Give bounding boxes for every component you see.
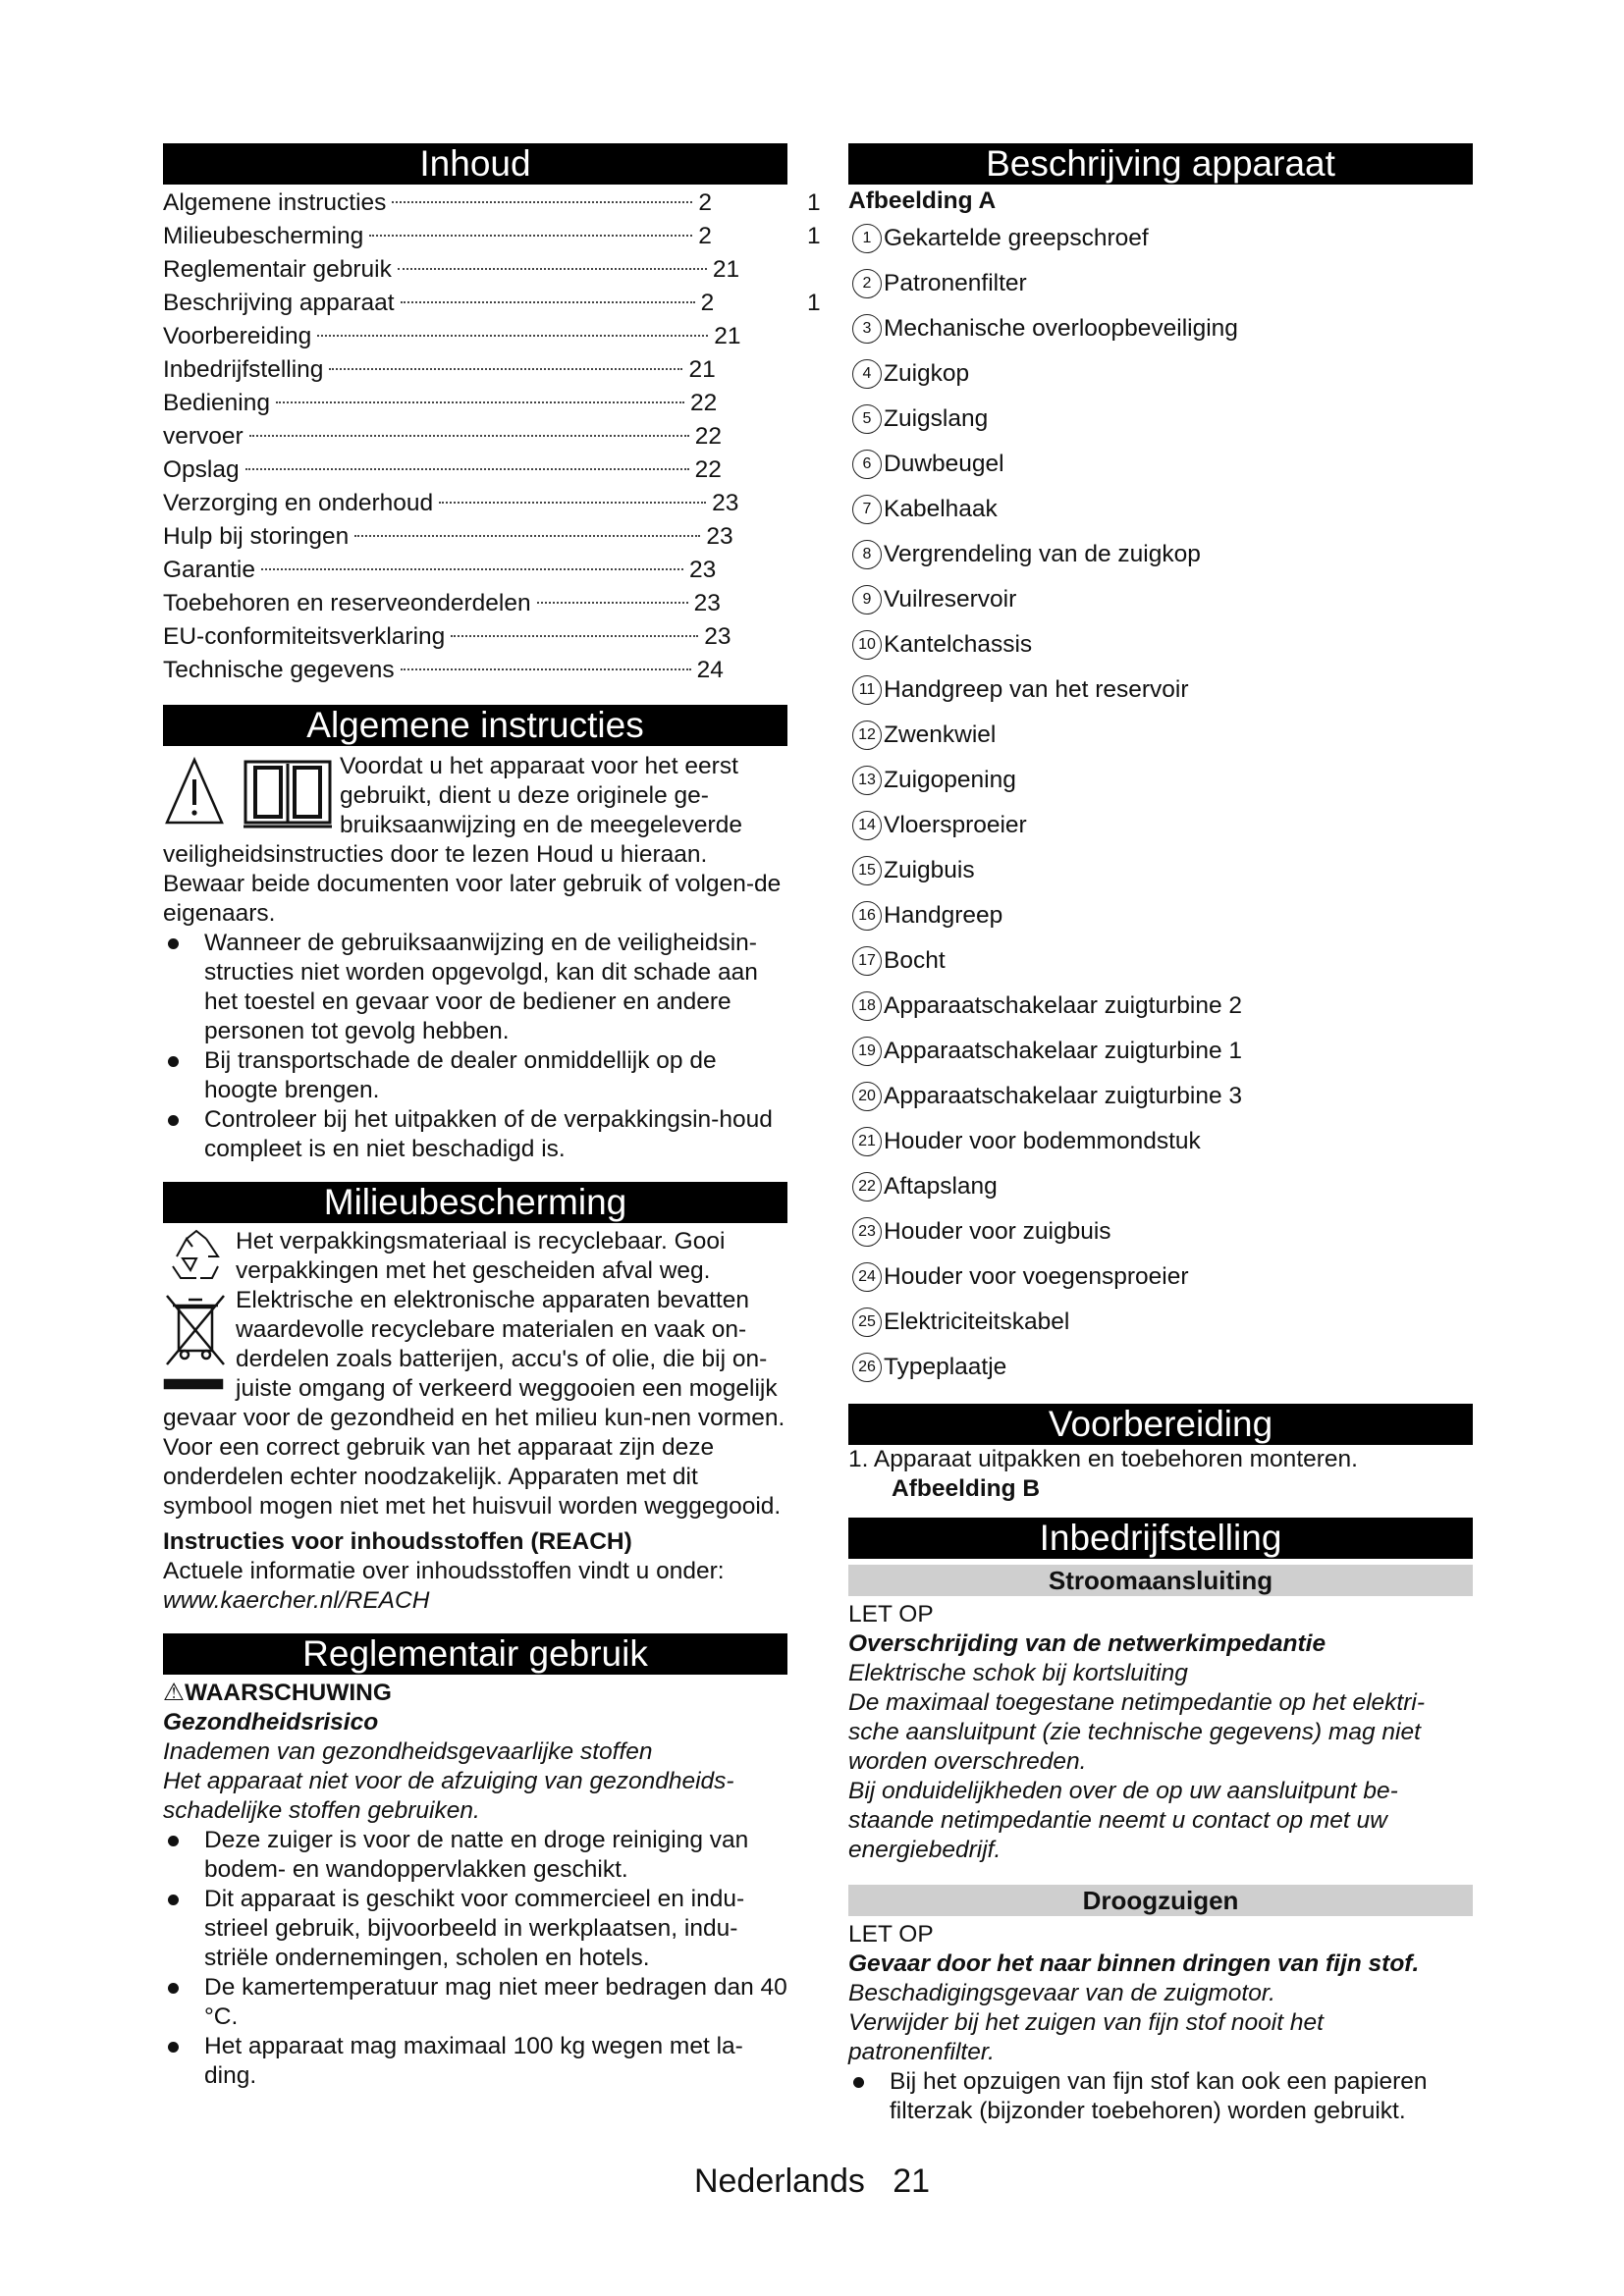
part-label: Bocht [884,947,946,974]
bullet-dot [163,2032,204,2091]
part-label: Houder voor zuigbuis [884,1218,1111,1245]
part-label: Patronenfilter [884,270,1027,296]
part-number-circle: 12 [852,721,882,750]
part-number-circle: 14 [852,811,882,840]
toc-entry-page: 23 [712,490,739,516]
toc-entry-text: Beschrijving apparaat [163,290,395,316]
toc-title: Inhoud [163,143,787,185]
warning-label: ⚠WAARSCHUWING [163,1680,392,1706]
part-label: Zuigopening [884,767,1016,793]
part-label: Zuigbuis [884,857,975,883]
note-label: LET OP [848,1921,934,1948]
toc-entry[interactable] [163,287,821,320]
part-item [848,893,1473,938]
power-hazard-title: Overschrijding van de netwerkimpedantie [848,1630,1326,1657]
part-label: Vuilreservoir [884,586,1017,613]
part-number-circle: 24 [852,1262,882,1292]
bullet-dot [163,1826,204,1885]
part-item [848,442,1473,487]
part-number-circle: 20 [852,1082,882,1111]
note-label: LET OP [848,1601,934,1628]
toc-entry[interactable] [163,420,787,454]
part-item [848,1209,1473,1255]
toc-entry-text: Milieubescherming [163,223,364,249]
footer-page-number: 21 [893,2163,931,2200]
toc-entry[interactable] [163,387,787,420]
toc-leader-dots [401,301,695,303]
part-number-circle: 22 [852,1172,882,1201]
part-number-circle: 7 [852,495,882,524]
usage-title: Reglementair gebruik [163,1633,787,1675]
environment-title: Milieubescherming [163,1182,787,1223]
part-item [848,938,1473,984]
power-text-1: De maximaal toegestane netimpedantie op het elektri-sche aansluitpunt (zie technische gegevens) mag niet worden overschreden. [848,1689,1425,1775]
bullet-dot [163,1046,204,1105]
part-item [848,1029,1473,1074]
reach-link[interactable]: www.kaercher.nl/REACH [163,1587,430,1614]
right-column [848,143,1473,2126]
toc-entry-page: 23 [706,523,733,550]
toc-entry-text: Inbedrijfstelling [163,356,324,383]
part-item [848,758,1473,803]
part-item [848,622,1473,667]
part-item [848,261,1473,306]
toc-entry[interactable] [163,620,787,654]
toc-entry-page: 2 [698,189,713,216]
part-item [848,1074,1473,1119]
dry-subtitle: Droogzuigen [848,1885,1473,1916]
toc-leader-dots [276,401,684,403]
general-intro-rest: veiligheidsinstructies door te lezen Houd u hieraan. Bewaar beide documenten voor later gebruik of volgen-de eigenaars. [163,841,782,927]
part-item [848,984,1473,1029]
part-item [848,848,1473,893]
part-item [848,1255,1473,1300]
part-item [848,487,1473,532]
part-item [848,1300,1473,1345]
part-label: Kabelhaak [884,496,998,522]
part-label: Elektriciteitskabel [884,1308,1070,1335]
page-footer [0,2162,1624,2201]
toc-list [163,187,821,687]
part-label: Zwenkwiel [884,721,997,748]
toc-entry-text: Verzorging en onderhoud [163,490,434,516]
toc-leader-dots [369,235,692,237]
part-label: Houder voor bodemmondstuk [884,1128,1201,1154]
toc-entry[interactable] [163,654,787,687]
toc-leader-dots [329,368,682,370]
part-number-circle: 8 [852,540,882,569]
part-number-circle: 15 [852,856,882,885]
hazard-title: Gezondheidsrisico [163,1709,379,1735]
toc-leader-dots [317,335,708,337]
part-item [848,803,1473,848]
part-label: Apparaatschakelaar zuigturbine 1 [884,1038,1243,1064]
part-item [848,667,1473,713]
part-label: Handgreep [884,902,1003,929]
part-item [848,351,1473,397]
part-label: Mechanische overloopbeveiliging [884,315,1238,342]
part-label: Vergrendeling van de zuigkop [884,541,1201,567]
power-text-2: Bij onduidelijkheden over de op uw aansluitpunt be-staande netimpedantie neemt u contact op met uw energiebedrijf. [848,1778,1398,1863]
toc-entry-text: Algemene instructies [163,189,387,216]
toc-entry-text: Reglementair gebruik [163,256,392,283]
toc-entry[interactable] [163,520,787,554]
part-label: Duwbeugel [884,451,1004,477]
part-item [848,1164,1473,1209]
part-item [848,532,1473,577]
part-number-circle: 5 [852,404,882,434]
part-label: Apparaatschakelaar zuigturbine 2 [884,992,1243,1019]
reach-heading: Instructies voor inhoudsstoffen (REACH) [163,1528,632,1555]
general-section [163,752,787,1164]
part-label: Handgreep van het reservoir [884,676,1189,703]
footer-language: Nederlands [693,2163,865,2200]
manual-book-icon [244,762,332,827]
bullet-dot [163,1105,204,1164]
preparation-figure: Afbeelding B [892,1475,1041,1502]
part-number-circle: 9 [852,585,882,614]
power-subtitle: Stroomaansluiting [848,1565,1473,1596]
part-label: Houder voor voegensproeier [884,1263,1189,1290]
toc-entry-page: 22 [694,456,722,483]
toc-entry-extra: 1 [807,223,821,249]
toc-entry-page: 23 [688,557,717,583]
part-number-circle: 19 [852,1037,882,1066]
dry-hazard-subtitle: Beschadigingsgevaar van de zuigmotor. [848,1980,1275,2006]
part-number-circle: 3 [852,314,882,344]
part-item [848,1345,1473,1390]
toc-leader-dots [537,602,688,604]
part-number-circle: 17 [852,946,882,976]
toc-entry[interactable] [163,253,787,287]
part-number-circle: 13 [852,766,882,795]
part-number-circle: 6 [852,450,882,479]
toc-leader-dots [261,568,683,570]
parts-list [848,216,1473,1390]
toc-entry-page: 2 [700,290,715,316]
toc-entry[interactable] [163,587,787,620]
toc-entry-text: vervoer [163,423,244,450]
toc-entry[interactable] [163,454,787,487]
toc-entry[interactable] [163,320,787,353]
part-item [848,1119,1473,1164]
part-item [848,397,1473,442]
recycling-icon [173,1231,218,1278]
bullet-dot [848,2067,890,2126]
bullet-item: Het apparaat mag maximaal 100 kg wegen met la-ding. [163,2032,787,2091]
toc-entry-text: Bediening [163,390,270,416]
warning-triangle-icon [163,752,340,836]
usage-section [163,1679,787,2091]
part-number-circle: 11 [852,675,882,705]
toc-entry[interactable] [163,187,821,220]
part-number-circle: 16 [852,901,882,931]
part-item [848,713,1473,758]
part-item [848,306,1473,351]
toc-entry-text: Garantie [163,557,255,583]
toc-entry[interactable] [163,220,821,253]
toc-leader-dots [439,502,706,504]
environment-icons [163,1227,236,1400]
part-number-circle: 25 [852,1308,882,1337]
bullet-dot [163,1885,204,1973]
toc-leader-dots [249,435,689,437]
toc-entry-text: Technische gegevens [163,657,395,683]
environment-electrical-text: Elektrische en elektronische apparaten bevatten waardevolle recyclebare materialen en vaak on-derdelen zoals batterijen, accu's of olie, die bij on-juiste omgang of verkeerd weggooien een mogelijk gevaar voor de gezondheid en het milieu kun-nen vormen. Voor een correct gebruik van het apparaat zijn deze onderdelen echter noodzakelijk. Apparaten met dit symbool mogen niet met het huisvuil worden weggegooid. [163,1287,785,1520]
toc-entry-page: 2 [698,223,712,249]
general-intro-line: gebruikt, dient u deze originele ge- [340,782,709,809]
bullet-item: Deze zuiger is voor de natte en droge reiniging van bodem- en wandoppervlakken geschikt. [163,1826,787,1885]
part-label: Typeplaatje [884,1354,1007,1380]
part-label: Aftapslang [884,1173,998,1200]
left-column [163,143,821,2091]
reach-text: Actuele informatie over inhoudsstoffen vindt u onder: [163,1558,725,1584]
part-number-circle: 10 [852,630,882,660]
general-title: Algemene instructies [163,705,787,746]
toc-entry-page: 21 [714,323,741,349]
startup-title: Inbedrijfstelling [848,1518,1473,1559]
toc-entry[interactable] [163,353,787,387]
part-item [848,216,1473,261]
toc-leader-dots [398,268,707,270]
warning-book-icons [163,752,340,836]
part-number-circle: 21 [852,1127,882,1156]
part-number-circle: 2 [852,269,882,298]
general-intro-line: Voordat u het apparaat voor het eerst [340,753,738,779]
toc-entry-extra: 1 [807,290,821,316]
part-number-circle: 26 [852,1353,882,1382]
bullet-dot [163,1973,204,2032]
preparation-step: 1. Apparaat uitpakken en toebehoren monteren. [848,1446,1358,1472]
toc-entry-text: EU-conformiteitsverklaring [163,623,446,650]
toc-entry-page: 24 [696,657,724,683]
part-item [848,577,1473,622]
part-label: Zuigslang [884,405,989,432]
part-label: Vloersproeier [884,812,1027,838]
part-label: Gekartelde greepschroef [884,225,1149,251]
toc-entry-page: 22 [694,423,722,450]
bullet-item: Wanneer de gebruiksaanwijzing en de veiligheidsin-structies niet worden opgevolgd, kan dit schade aan het toestel en gevaar voor de bediener en andere personen tot gevolg hebben. [163,929,787,1046]
part-number-circle: 1 [852,224,882,253]
toc-leader-dots [245,468,689,470]
crossed-bin-icon [165,1296,224,1388]
toc-entry-page: 21 [688,356,716,383]
hazard-subtitle: Inademen van gezondheidsgevaarlijke stoffen [163,1738,653,1765]
bullet-item: Dit apparaat is geschikt voor commercieel en indu-strieel gebruik, bijvoorbeeld in werkplaatsen, indu-striële ondernemingen, scholen en hotels. [163,1885,787,1973]
toc-entry-page: 23 [704,623,731,650]
part-label: Apparaatschakelaar zuigturbine 3 [884,1083,1243,1109]
bullet-item: Bij transportschade de dealer onmiddellijk op de hoogte brengen. [163,1046,787,1105]
hazard-text: Het apparaat niet voor de afzuiging van gezondheids-schadelijke stoffen gebruiken. [163,1768,734,1824]
toc-entry-extra: 1 [807,189,821,216]
toc-entry[interactable] [163,487,787,520]
toc-entry-text: Toebehoren en reserveonderdelen [163,590,531,616]
dry-hazard-title: Gevaar door het naar binnen dringen van fijn stof. [848,1950,1420,1977]
toc-leader-dots [354,535,700,537]
toc-entry-page: 23 [693,590,721,616]
dry-hazard-text: Verwijder bij het zuigen van fijn stof nooit het patronenfilter. [848,2009,1324,2065]
part-number-circle: 4 [852,359,882,389]
toc-leader-dots [451,635,698,637]
toc-leader-dots [401,668,691,670]
part-label: Kantelchassis [884,631,1033,658]
bullet-dot [163,929,204,1046]
toc-entry-text: Opslag [163,456,240,483]
part-number-circle: 23 [852,1217,882,1247]
toc-leader-dots [392,201,692,203]
general-intro-line: bruiksaanwijzing en de meegeleverde [340,812,742,838]
toc-entry-text: Hulp bij storingen [163,523,350,550]
bullet-item: Bij het opzuigen van fijn stof kan ook een papieren filterzak (bijzonder toebehoren) worden gebruikt. [848,2067,1473,2126]
bullet-item: De kamertemperatuur mag niet meer bedragen dan 40 °C. [163,1973,787,2032]
bullet-item: Controleer bij het uitpakken of de verpakkingsin-houd compleet is en niet beschadigd is. [163,1105,787,1164]
toc-entry[interactable] [163,554,787,587]
figure-label: Afbeelding A [848,187,997,214]
description-title: Beschrijving apparaat [848,143,1473,185]
environment-packaging-text: Het verpakkingsmateriaal is recyclebaar. Gooi verpakkingen met het gescheiden afval weg. [236,1228,726,1284]
preparation-title: Voorbereiding [848,1404,1473,1445]
part-number-circle: 18 [852,991,882,1021]
toc-entry-page: 22 [689,390,718,416]
toc-entry-page: 21 [712,256,740,283]
part-label: Zuigkop [884,360,970,387]
toc-entry-text: Voorbereiding [163,323,312,349]
environment-section [163,1227,787,1616]
power-hazard-subtitle: Elektrische schok bij kortsluiting [848,1660,1188,1686]
